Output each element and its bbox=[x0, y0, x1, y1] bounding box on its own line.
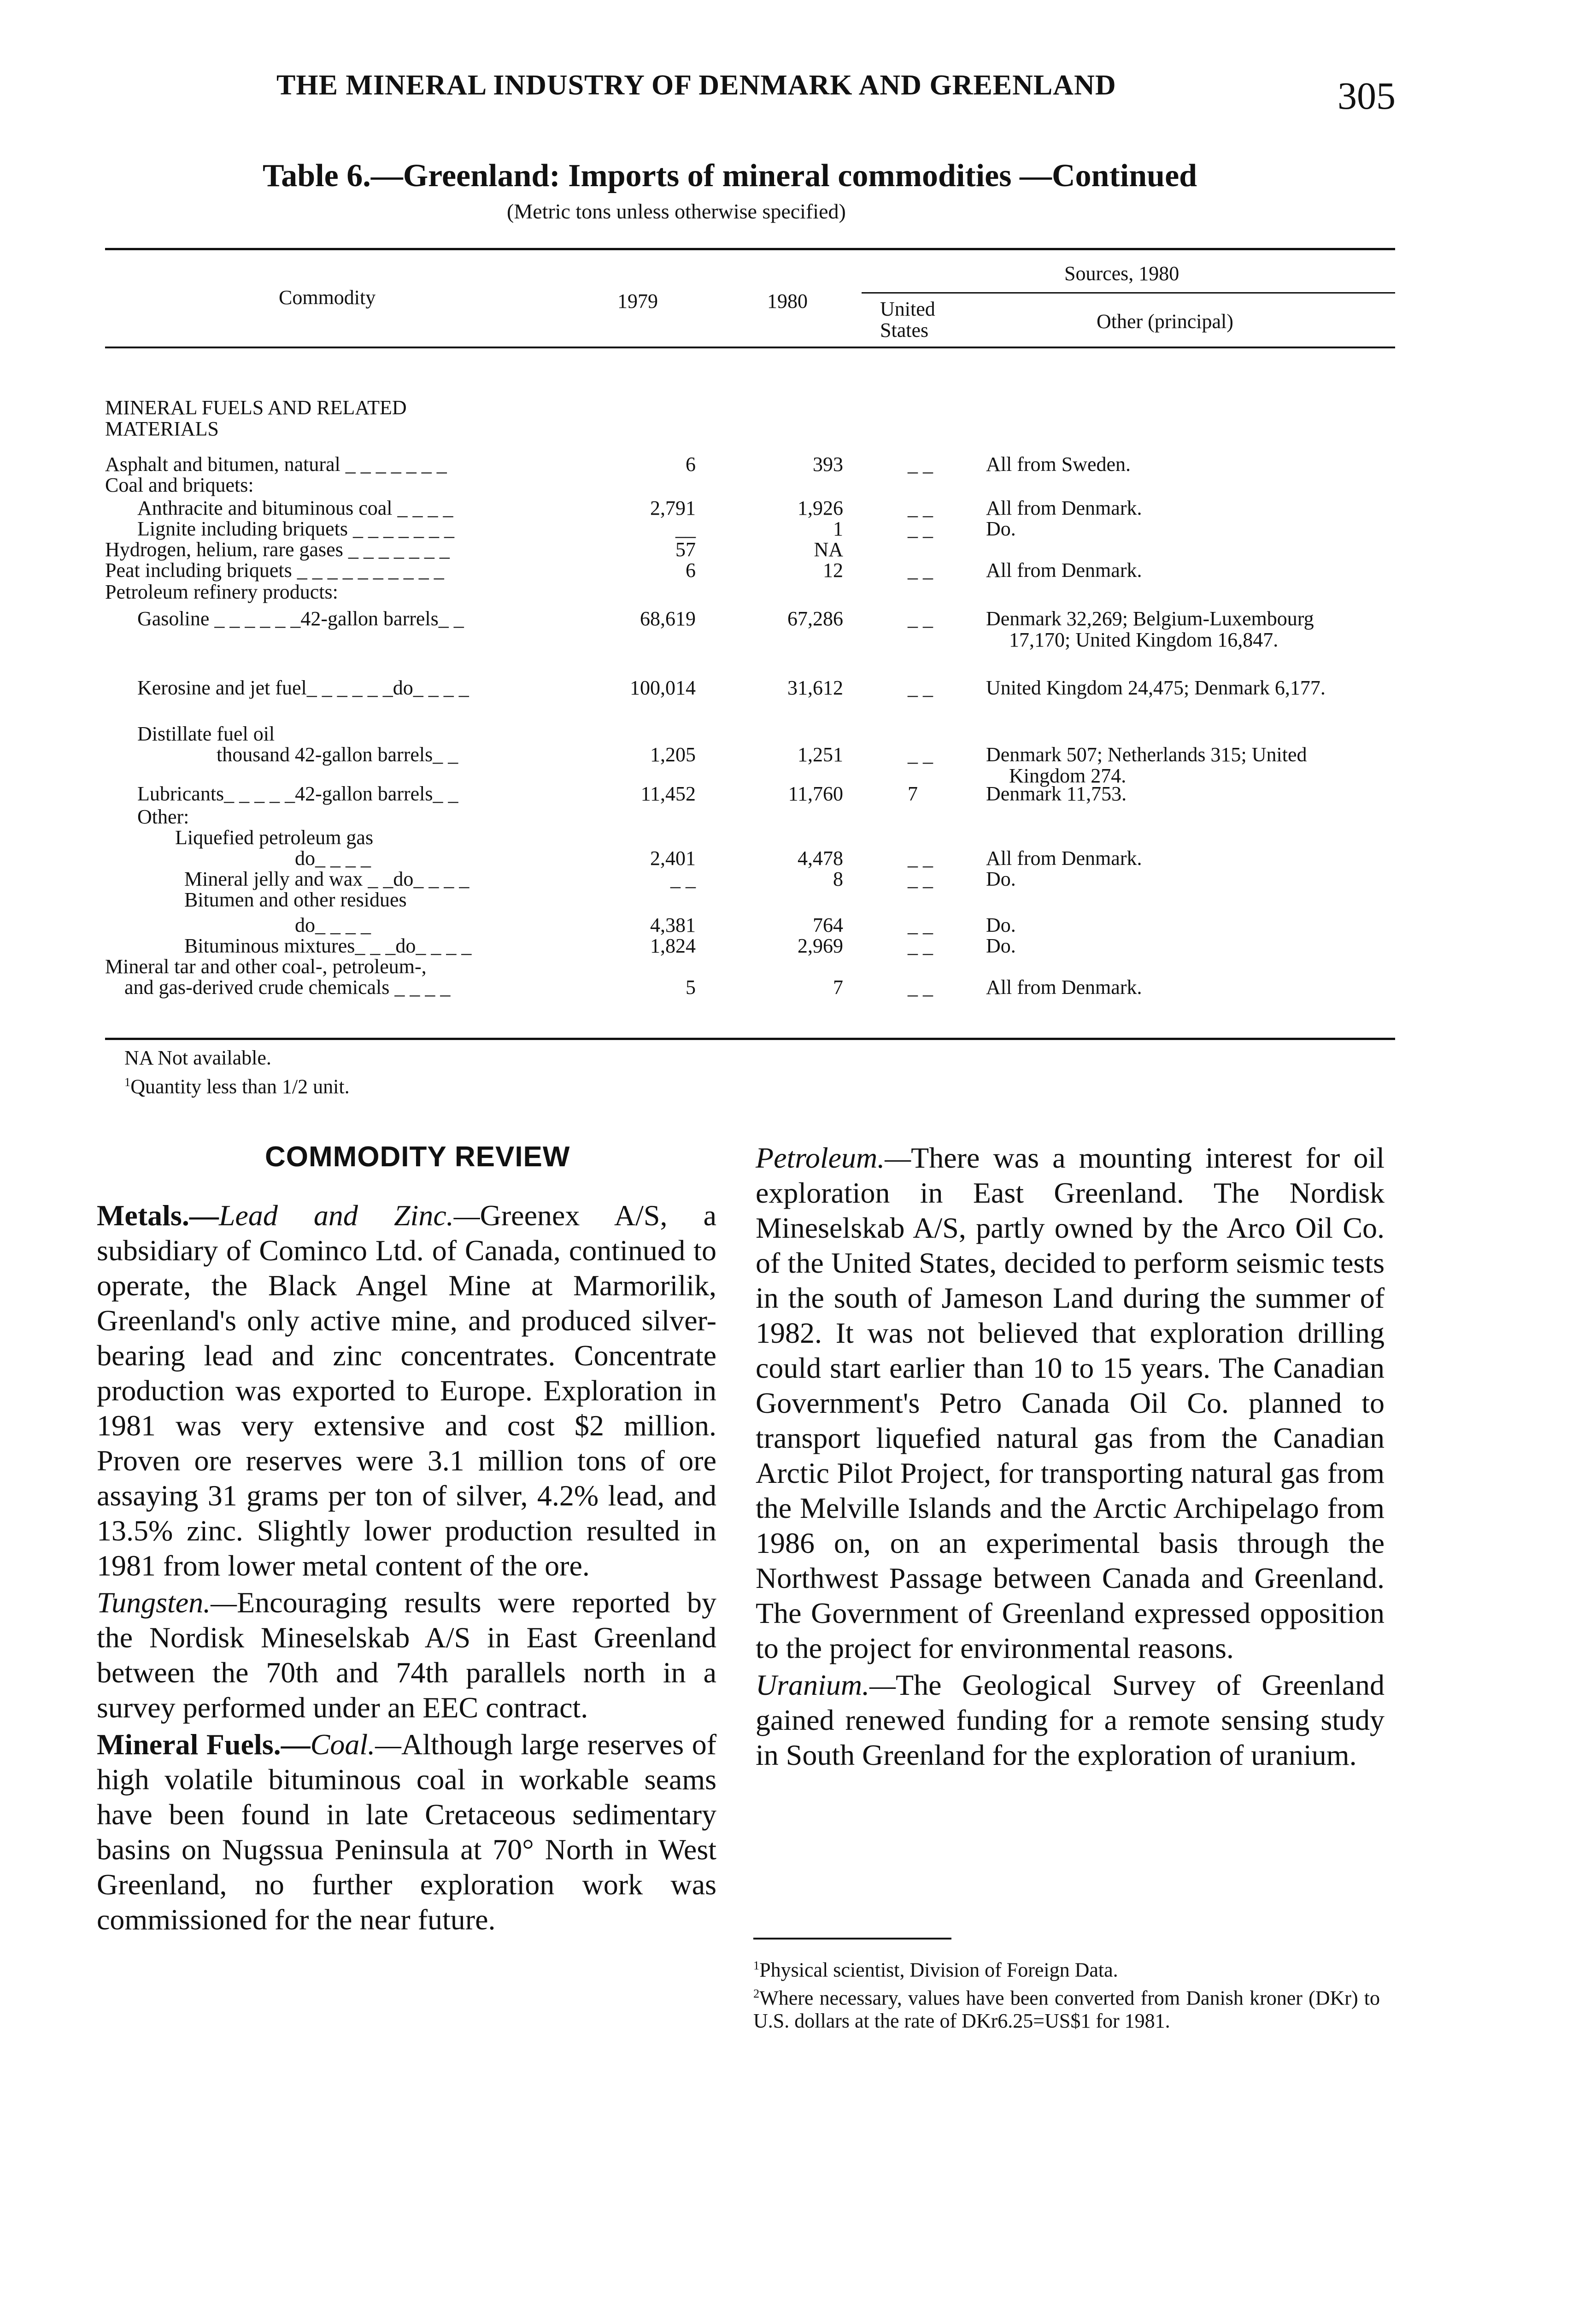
paragraph-uranium: Uranium.—The Geological Survey of Greenland gained renewed funding for a remote sensing study in South Greenland for the exploration of uranium. bbox=[756, 1669, 1385, 1771]
table-cell-commodity: Liquefied petroleum gas bbox=[175, 826, 374, 849]
table-cell-us: _ _ bbox=[908, 868, 933, 890]
table-cell-us: _ _ bbox=[908, 743, 933, 766]
table-section-header: MINERAL FUELS AND RELATED MATERIALS bbox=[105, 396, 407, 440]
table-cell-us: _ _ bbox=[908, 559, 933, 582]
table-cell-1979: 100,014 bbox=[630, 676, 696, 699]
table-cell-commodity: do_ _ _ _ bbox=[295, 914, 371, 936]
header-bottom-rule bbox=[105, 347, 1395, 348]
table-cell-commodity: Kerosine and jet fuel_ _ _ _ _ _do_ _ _ _ bbox=[137, 676, 469, 699]
table-cell-other: All from Denmark. bbox=[986, 497, 1142, 519]
table-cell-1980: 8 bbox=[833, 868, 843, 890]
table-title: Table 6.—Greenland: Imports of mineral commodities —Continued bbox=[263, 158, 1197, 194]
left-column bbox=[97, 1198, 716, 1939]
sources-rule bbox=[862, 292, 1395, 294]
table-cell-other: Do. bbox=[986, 868, 1016, 890]
table-cell-us: _ _ bbox=[908, 935, 933, 957]
footnote-rule bbox=[753, 1938, 951, 1940]
table-cell-other: All from Denmark. bbox=[986, 847, 1142, 870]
col-header-commodity: Commodity bbox=[279, 286, 376, 309]
footnote-1: $^1$Physical scientist, Division of Foreign Data. bbox=[753, 1958, 1118, 1981]
table-cell-1979: 4,381 bbox=[650, 914, 696, 936]
table-bottom-rule bbox=[105, 1038, 1395, 1040]
table-cell-1980: 67,286 bbox=[787, 607, 843, 630]
table-cell-commodity: Other: bbox=[137, 805, 189, 828]
table-cell-other: Do. bbox=[986, 935, 1016, 957]
running-header: THE MINERAL INDUSTRY OF DENMARK AND GREENLAND bbox=[276, 70, 1116, 101]
table-cell-commodity: Asphalt and bitumen, natural _ _ _ _ _ _ _ bbox=[105, 453, 447, 476]
paragraph-petroleum: Petroleum.—There was a mounting interest for oil exploration in East Greenland. The Nordisk Mineselskab A/S, partly owned by the Arco Oil Co. of the United States, decided to perform seismic tests in the south of Jameson Land during the summer of 1982. It was not believed that exploration drilling could start earlier than 10 to 15 years. The Canadian Government's Petro Canada Oil Co. planned to transport liquefied natural gas from the Canadian Arctic Pilot Project, for transporting natural gas from the Melville Islands and the Arctic Archipelago from 1986 on, on an experimental basis through the Northwest Passage between Canada and Greenland. The Government of Greenland expressed opposition to the project for environmental reasons. bbox=[756, 1141, 1385, 1664]
table-cell-commodity: Gasoline _ _ _ _ _ _42-gallon barrels_ _ bbox=[137, 607, 464, 630]
table-cell-commodity: Bituminous mixtures_ _ _do_ _ _ _ bbox=[184, 935, 472, 957]
table-cell-1979: _ _ bbox=[670, 868, 696, 890]
col-header-other: Other (principal) bbox=[1097, 310, 1233, 333]
paragraph-coal: Mineral Fuels.—Coal.—Although large reserves of high volatile bituminous coal in workable seams have been found in late Cretaceous sedimentary basins on Nugssua Peninsula at 70° North in West Greenland, no further exploration work was commissioned for the near future. bbox=[97, 1728, 717, 1936]
table-cell-commodity: thousand 42-gallon barrels_ _ bbox=[217, 743, 458, 766]
table-cell-commodity: Coal and briquets: bbox=[105, 474, 254, 496]
table-cell-us: _ _ bbox=[908, 517, 933, 540]
table-cell-1979: 1,824 bbox=[650, 935, 696, 957]
table-notes bbox=[124, 1046, 350, 1099]
table-cell-1979: 2,401 bbox=[650, 847, 696, 870]
page-number: 305 bbox=[1338, 75, 1396, 118]
table-cell-1980: NA bbox=[814, 538, 843, 561]
table-cell-1979: 11,452 bbox=[640, 782, 696, 805]
table-cell-1980: 12 bbox=[823, 559, 843, 582]
table-cell-other: Denmark 32,269; Belgium-Luxembourg 17,170; United Kingdom 16,847. bbox=[986, 607, 1314, 651]
table-cell-1979: 68,619 bbox=[640, 607, 696, 630]
col-header-1979: 1979 bbox=[617, 290, 658, 312]
table-cell-us: _ _ bbox=[908, 676, 933, 699]
table-cell-1979: 6 bbox=[686, 453, 696, 476]
table-cell-other: All from Denmark. bbox=[986, 559, 1142, 582]
table-cell-1980: 31,612 bbox=[787, 676, 843, 699]
table-cell-1980: 2,969 bbox=[798, 935, 843, 957]
table-cell-commodity: and gas-derived crude chemicals _ _ _ _ bbox=[124, 976, 451, 999]
col-header-us: United States bbox=[880, 298, 935, 341]
table-cell-other: All from Sweden. bbox=[986, 453, 1131, 476]
table-cell-us: _ _ bbox=[908, 914, 933, 936]
col-header-1980: 1980 bbox=[767, 290, 808, 312]
paragraph-lead-zinc: Metals.—Lead and Zinc.—Greenex A/S, a subsidiary of Cominco Ltd. of Canada, continued to operate, the Black Angel Mine at Marmorilik, Greenland's only active mine, and produced silver-bearing lead and zinc concentrates. Concentrate production was exported to Europe. Exploration in 1981 was very extensive and cost $2 million. Proven ore reserves were 3.1 million tons of ore assaying 31 grams per ton of silver, 4.2% lead, and 13.5% zinc. Slightly lower production resulted in 1981 from lower metal content of the ore. bbox=[97, 1199, 716, 1582]
section-heading: COMMODITY REVIEW bbox=[265, 1141, 570, 1173]
table-cell-1980: 764 bbox=[813, 914, 843, 936]
table-cell-commodity: Bitumen and other residues bbox=[184, 888, 407, 911]
table-cell-commodity: Peat including briquets _ _ _ _ _ _ _ _ _ _ bbox=[105, 559, 444, 582]
footnote-2: $^2$Where necessary, values have been converted from Danish kroner (DKr) to U.S. dollars at the rate of DKr6.25=US$1 for 1981. bbox=[753, 1986, 1380, 2033]
table-cell-1980: 11,760 bbox=[788, 782, 843, 805]
table-cell-other: Do. bbox=[986, 517, 1016, 540]
col-header-sources: Sources, 1980 bbox=[1064, 262, 1179, 285]
table-cell-other: Denmark 507; Netherlands 315; United Kingdom 274. bbox=[986, 743, 1307, 787]
table-cell-1979: 6 bbox=[686, 559, 696, 582]
table-cell-1980: 1,926 bbox=[798, 497, 843, 519]
table-cell-commodity: Petroleum refinery products: bbox=[105, 581, 338, 603]
table-cell-1980: 7 bbox=[833, 976, 843, 999]
table-cell-1980: 4,478 bbox=[798, 847, 843, 870]
note-quantity: $^1$Quantity less than 1/2 unit. bbox=[124, 1075, 350, 1098]
right-column bbox=[756, 1140, 1385, 1775]
table-cell-other: United Kingdom 24,475; Denmark 6,177. bbox=[986, 676, 1326, 699]
table-cell-commodity: Lignite including briquets _ _ _ _ _ _ _ bbox=[137, 517, 455, 540]
table-cell-commodity: Mineral jelly and wax _ _do_ _ _ _ bbox=[184, 868, 469, 890]
table-cell-1979: 5 bbox=[686, 976, 696, 999]
table-cell-commodity: Anthracite and bituminous coal _ _ _ _ bbox=[137, 497, 453, 519]
table-cell-commodity: Distillate fuel oil bbox=[137, 723, 275, 745]
table-cell-other: Denmark 11,753. bbox=[986, 782, 1127, 805]
table-cell-other: Do. bbox=[986, 914, 1016, 936]
table-cell-1979: 57 bbox=[675, 538, 696, 561]
table-cell-1979: 1,205 bbox=[650, 743, 696, 766]
table-cell-us: _ _ bbox=[908, 607, 933, 630]
table-cell-commodity: Hydrogen, helium, rare gases _ _ _ _ _ _ _ bbox=[105, 538, 450, 561]
table-cell-other: All from Denmark. bbox=[986, 976, 1142, 999]
table-cell-us: 7 bbox=[908, 782, 918, 805]
table-subtitle: (Metric tons unless otherwise specified) bbox=[507, 200, 846, 223]
table-cell-us: _ _ bbox=[908, 497, 933, 519]
table-cell-commodity: Mineral tar and other coal-, petroleum-, bbox=[105, 955, 427, 978]
footnotes bbox=[753, 1954, 1380, 2033]
note-na: NA Not available. bbox=[124, 1046, 271, 1069]
table-cell-commodity: Lubricants_ _ _ _ _42-gallon barrels_ _ bbox=[137, 782, 458, 805]
table-cell-1980: 1,251 bbox=[798, 743, 843, 766]
table-cell-us: _ _ bbox=[908, 976, 933, 999]
table-cell-commodity: do_ _ _ _ bbox=[295, 847, 371, 870]
table-top-rule bbox=[105, 248, 1395, 250]
table-cell-us: _ _ bbox=[908, 453, 933, 476]
table-cell-1980: 1 bbox=[833, 517, 843, 540]
paragraph-tungsten: Tungsten.—Encouraging results were reported by the Nordisk Mineselskab A/S in East Greenland between the 70th and 74th parallels north in a survey performed under an EEC contract. bbox=[97, 1586, 716, 1724]
table-cell-us: _ _ bbox=[908, 847, 933, 870]
table-cell-1980: 393 bbox=[813, 453, 843, 476]
table-cell-1979: __ bbox=[675, 517, 696, 540]
table-cell-1979: 2,791 bbox=[650, 497, 696, 519]
